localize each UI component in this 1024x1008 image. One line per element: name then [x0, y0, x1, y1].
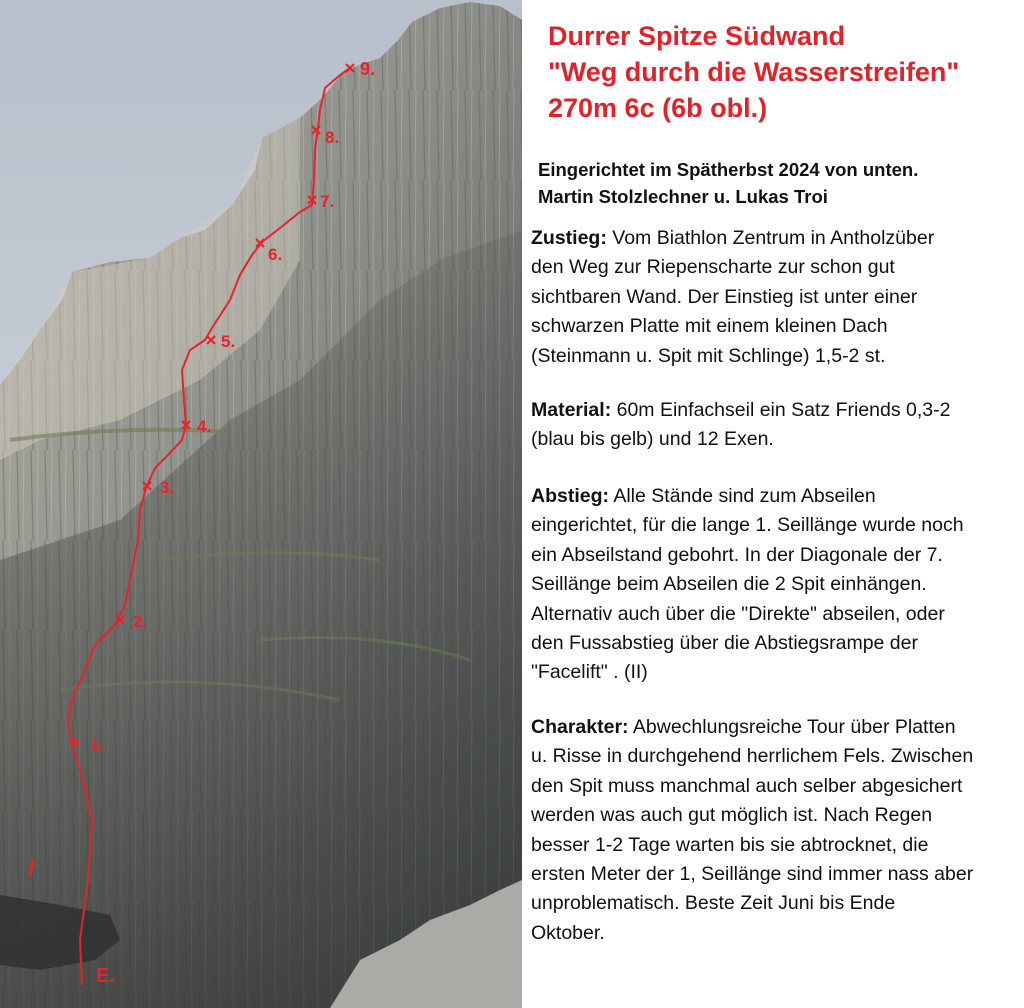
section-material [531, 396, 1023, 455]
belay-station-label: 6. [268, 245, 283, 264]
credit-authors: Martin Stolzlechner u. Lukas Troi [538, 186, 828, 207]
description-panel [522, 0, 1024, 1008]
text-charakter: Abwechlungsreiche Tour über Platten u. Risse in durchgehend herrlichem Fels. Zwischen den Spit muss manchmal auch selber abgesichert werden was auch gut möglich ist. Nach Regen besser 1-2 Tage warten bis sie abtrocknet, die ersten Meter der 1, Seillänge sind immer nass aber unproblematisch. Beste Zeit Juni bis Ende Oktober. [531, 716, 974, 944]
title-mountain: Durrer Spitze Südwand [548, 21, 846, 51]
label-material: Material: [531, 399, 612, 421]
title-route-name: "Weg durch die Wasserstreifen" [548, 57, 960, 87]
title-grade: 270m 6c (6b obl.) [548, 93, 768, 123]
belay-station-label: 5. [221, 332, 236, 351]
section-abstieg [531, 482, 1023, 688]
label-charakter: Charakter: [531, 716, 629, 738]
text-abstieg: Alle Stände sind zum Abseilen eingerichtet, für die lange 1. Seillänge wurde noch ein Abseilstand gebohrt. In der Diagonale der 7. Seillänge beim Abseilen die 2 Spit einhängen. Alternativ auch über die "Direkte" abseilen, oder den Fussabstieg über die Abstiegsrampe der "Facelift" . (II) [531, 485, 964, 684]
belay-station-label: 9. [360, 59, 376, 79]
belay-station-label: 7. [320, 192, 335, 211]
belay-station-label: 8. [325, 128, 340, 147]
label-abstieg: Abstieg: [531, 485, 609, 507]
belay-station-label: 1. [90, 735, 105, 754]
belay-station-label: 2. [133, 612, 148, 631]
credit-date: Eingerichtet im Spätherbst 2024 von unten. [538, 159, 919, 180]
text-material: 60m Einfachseil ein Satz Friends 0,3-2 (blau bis gelb) und 12 Exen. [531, 399, 951, 451]
belay-station-label: 4. [197, 417, 212, 436]
belay-station-label: E. [96, 965, 115, 987]
label-zustieg: Zustieg: [531, 227, 607, 249]
text-zustieg: Vom Biathlon Zentrum in Antholzüber den Weg zur Riepenscharte zur schon gut sichtbaren Wand. Der Einstieg ist unter einer schwarzen Platte mit einem kleinen Dach (Steinmann u. Spit mit Schlinge) 1,5-2 st. [531, 227, 935, 367]
section-zustieg [531, 224, 1023, 371]
belay-station-label: 3. [160, 478, 175, 497]
section-charakter [531, 713, 1023, 948]
